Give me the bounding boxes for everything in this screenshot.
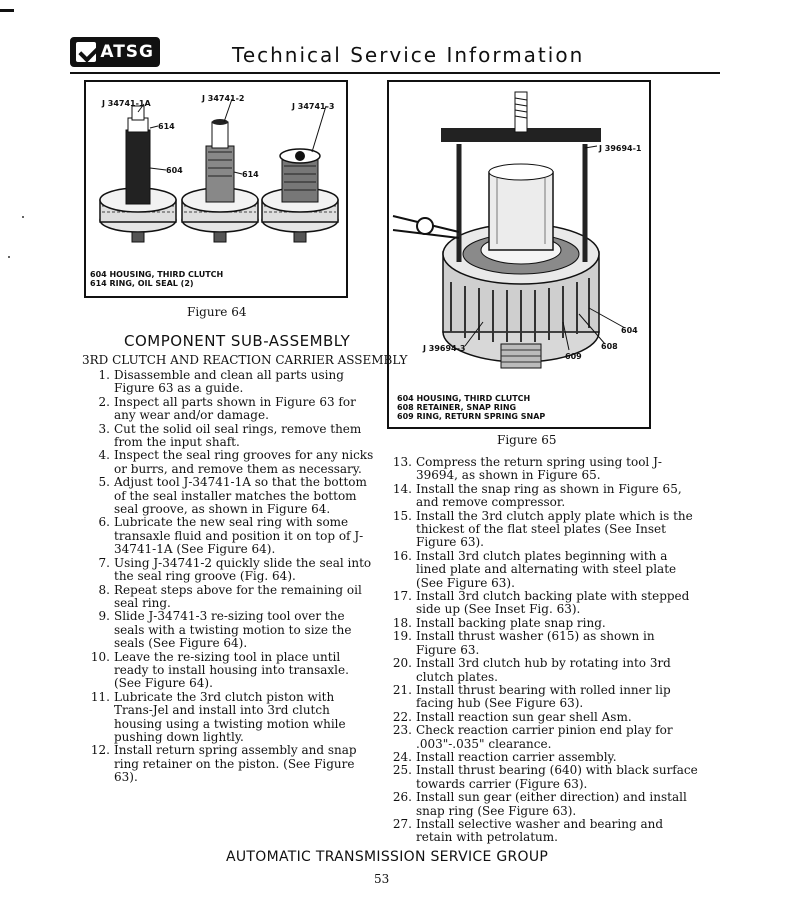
seal-tool-3-drawing: [262, 149, 338, 242]
step-number: 12.: [90, 743, 110, 758]
step-text: Install thrust bearing with rolled inner lip facing hub (See Figure 63).: [416, 682, 671, 711]
step-item: [388, 724, 698, 751]
figure-64-illustration: [86, 82, 346, 296]
step-text: Install return spring assembly and snap ring retainer on the piston. (See Figure 63).: [114, 743, 357, 785]
step-item: [86, 651, 376, 691]
atsg-logo: [70, 37, 160, 67]
step-number: 13.: [392, 455, 412, 469]
step-number: 19.: [392, 629, 412, 644]
step-text: Inspect all parts shown in Figure 63 for any wear and/or damage.: [114, 394, 356, 423]
figure-65-caption: Figure 65: [497, 433, 557, 447]
margin-mark: [0, 9, 14, 12]
footer-company: AUTOMATIC TRANSMISSION SERVICE GROUP: [226, 849, 549, 865]
step-text: Lubricate the new seal ring with some transaxle fluid and position it on top of J-34741-1A (See Figure 64).: [114, 515, 364, 557]
step-item: [388, 791, 698, 818]
step-item: [86, 610, 376, 650]
figure-65-callout: 608: [601, 342, 618, 351]
step-item: [388, 818, 698, 845]
legend-item: 609 RING, RETURN SPRING SNAP: [397, 412, 546, 421]
step-number: 24.: [392, 749, 412, 764]
margin-dot: [8, 256, 10, 258]
figure-65: [387, 80, 651, 429]
step-text: Leave the re-sizing tool in place until ready to install housing into transaxle. (See Figure 64).: [114, 649, 349, 691]
step-text: Install 3rd clutch backing plate with stepped side up (See Inset Fig. 63).: [416, 589, 690, 617]
section-subheading: 3RD CLUTCH AND REACTION CARRIER ASSEMBLY: [82, 353, 408, 367]
figure-64-caption: Figure 64: [187, 305, 247, 319]
step-number: 14.: [392, 481, 412, 496]
step-number: 16.: [392, 548, 412, 563]
step-item: [388, 657, 698, 684]
figure-65-illustration: [389, 82, 649, 427]
seal-tool-2-drawing: [182, 119, 258, 242]
step-item: [86, 584, 376, 611]
step-number: 3.: [98, 421, 110, 436]
header-rule: [70, 72, 720, 74]
step-item: [86, 691, 376, 745]
step-item: [86, 557, 376, 584]
figure-64-callout: J 34741-1A: [102, 99, 151, 108]
step-text: Lubricate the 3rd clutch piston with Trans-Jel and install into 3rd clutch housing using a twisting motion while pushing down lightly.: [114, 689, 346, 744]
step-text: Check reaction carrier pinion end play for .003"-.035" clearance.: [416, 723, 673, 751]
logo-text: ATSG: [100, 42, 154, 62]
figure-64: [84, 80, 348, 298]
step-item: [388, 617, 698, 630]
page-header-title: Technical Service Information: [232, 43, 585, 67]
step-item: [388, 684, 698, 711]
section-heading: COMPONENT SUB-ASSEMBLY: [124, 332, 351, 350]
step-text: Install 3rd clutch hub by rotating into 3rd clutch plates.: [416, 656, 671, 684]
legend-item: 604 HOUSING, THIRD CLUTCH: [397, 394, 531, 403]
step-number: 11.: [90, 689, 110, 704]
figure-65-callout: 609: [565, 352, 582, 361]
step-number: 15.: [392, 508, 412, 523]
step-item: [388, 751, 698, 764]
step-text: Install sun gear (either direction) and install snap ring (See Figure 63).: [416, 790, 687, 818]
step-item: [86, 423, 376, 450]
step-text: Install selective washer and bearing and retain with petrolatum.: [416, 816, 664, 845]
figure-64-callout: 604: [166, 166, 183, 175]
steps-list-right: [388, 456, 698, 845]
figure-65-legend: [397, 394, 545, 421]
step-item: [86, 396, 376, 423]
step-text: Install thrust bearing (640) with black surface towards carrier (Figure 63).: [416, 763, 698, 791]
step-number: 25.: [392, 763, 412, 778]
step-item: [388, 630, 698, 657]
step-number: 6.: [98, 515, 110, 530]
step-number: 22.: [392, 709, 412, 724]
legend-item: 614 RING, OIL SEAL (2): [90, 279, 194, 288]
steps-list-left: [86, 369, 376, 785]
figure-65-callout: J 39694-3: [423, 344, 466, 353]
step-number: 1.: [98, 368, 110, 382]
step-text: Install reaction carrier assembly.: [416, 749, 617, 764]
step-number: 4.: [98, 448, 110, 463]
step-text: Install backing plate snap ring.: [416, 615, 606, 630]
step-number: 8.: [98, 582, 110, 597]
step-text: Compress the return spring using tool J-39694, as shown in Figure 65.: [416, 455, 662, 483]
step-item: [86, 476, 376, 516]
step-text: Install the 3rd clutch apply plate which is the thickest of the flat steel plates (See Inset Figure 63).: [416, 508, 693, 550]
step-number: 17.: [392, 589, 412, 604]
step-item: [86, 369, 376, 396]
step-text: Inspect the seal ring grooves for any nicks or burrs, and remove them as necessary.: [114, 448, 374, 476]
step-item: [86, 744, 376, 784]
step-item: [388, 483, 698, 510]
step-item: [388, 550, 698, 590]
figure-64-callout: J 34741-3: [292, 102, 335, 111]
step-number: 23.: [392, 723, 412, 738]
figure-64-callout: J 34741-2: [202, 94, 245, 103]
figure-65-callout: J 39694-1: [599, 144, 642, 153]
step-number: 9.: [98, 609, 110, 624]
step-item: [388, 764, 698, 791]
spring-compressor-drawing: [393, 92, 601, 368]
step-number: 5.: [98, 475, 110, 490]
figure-64-legend: [90, 270, 223, 288]
page-number: 53: [374, 872, 390, 886]
step-number: 18.: [392, 615, 412, 630]
margin-dot: [22, 216, 24, 218]
figure-64-callout: 614: [242, 170, 259, 179]
step-text: Install thrust washer (615) as shown in Figure 63.: [416, 629, 655, 657]
step-text: Using J-34741-2 quickly slide the seal into the seal ring groove (Fig. 64).: [114, 555, 372, 584]
check-mark-icon: [76, 42, 96, 62]
step-item: [86, 449, 376, 476]
step-text: Install 3rd clutch plates beginning with a lined plate and alternating with steel plate (See Figure 63).: [416, 548, 677, 590]
step-number: 10.: [90, 649, 110, 664]
figure-64-callout: 614: [158, 122, 175, 131]
step-number: 2.: [98, 394, 110, 409]
step-text: Disassemble and clean all parts using Figure 63 as a guide.: [114, 368, 344, 396]
step-text: Slide J-34741-3 re-sizing tool over the seals with a twisting motion to size the seals (See Figure 64).: [114, 609, 352, 651]
step-text: Cut the solid oil seal rings, remove them from the input shaft.: [114, 421, 362, 450]
legend-item: 604 HOUSING, THIRD CLUTCH: [90, 270, 224, 279]
step-item: [388, 456, 698, 483]
legend-item: 608 RETAINER, SNAP RING: [397, 403, 517, 412]
step-item: [388, 590, 698, 617]
figure-65-callout: 604: [621, 326, 638, 335]
step-item: [86, 516, 376, 556]
step-text: Adjust tool J-34741-1A so that the bottom of the seal installer matches the bottom seal groove, as shown in Figure 64.: [114, 475, 367, 517]
step-text: Install the snap ring as shown in Figure 65, and remove compressor.: [416, 481, 682, 510]
step-text: Install reaction sun gear shell Asm.: [416, 709, 632, 724]
step-item: [388, 510, 698, 550]
step-number: 27.: [392, 816, 412, 831]
step-number: 7.: [98, 555, 110, 570]
step-number: 26.: [392, 790, 412, 805]
step-number: 20.: [392, 656, 412, 671]
step-text: Repeat steps above for the remaining oil seal ring.: [114, 582, 362, 610]
step-number: 21.: [392, 682, 412, 697]
step-item: [388, 711, 698, 724]
